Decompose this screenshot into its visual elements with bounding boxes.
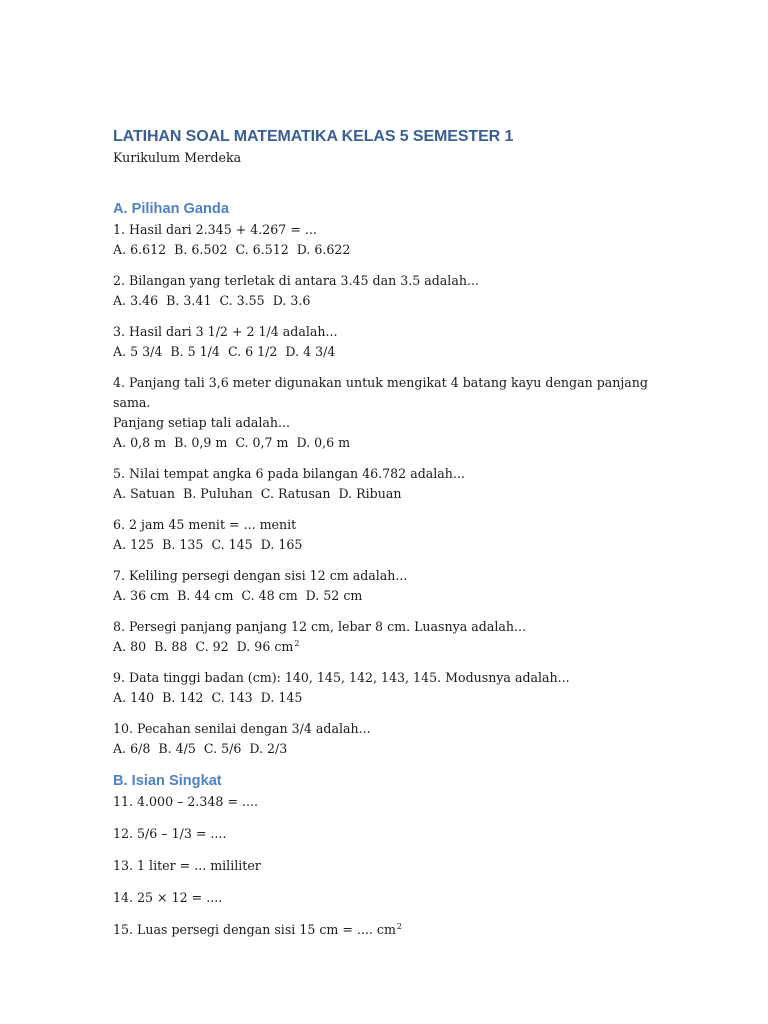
question-text-continued: Panjang setiap tali adalah... xyxy=(113,415,291,430)
question-options: A. 6/8 B. 4/5 C. 5/6 D. 2/3 xyxy=(113,741,288,756)
question-12 xyxy=(113,824,673,844)
document-body xyxy=(113,126,673,952)
question-options: A. 3.46 B. 3.41 C. 3.55 D. 3.6 xyxy=(113,293,311,308)
question-15 xyxy=(113,920,673,940)
question-options: A. 125 B. 135 C. 145 D. 165 xyxy=(113,537,303,552)
unit-exponent: 2 xyxy=(294,639,300,648)
question-8 xyxy=(113,617,673,657)
question-options-line xyxy=(113,637,673,657)
question-text: 4. Panjang tali 3,6 meter digunakan untuk mengikat 4 batang kayu dengan panjang sama. xyxy=(113,375,648,410)
question-options: A. 36 cm B. 44 cm C. 48 cm D. 52 cm xyxy=(113,588,363,603)
question-13 xyxy=(113,856,673,876)
question-3 xyxy=(113,322,673,362)
question-text: 15. Luas persegi dengan sisi 15 cm = .... cm xyxy=(113,922,396,937)
question-options: A. Satuan B. Puluhan C. Ratusan D. Ribuan xyxy=(113,486,402,501)
question-text: 3. Hasil dari 3 1/2 + 2 1/4 adalah... xyxy=(113,324,338,339)
question-text: 10. Pecahan senilai dengan 3/4 adalah... xyxy=(113,721,371,736)
question-6 xyxy=(113,515,673,555)
question-text: 1. Hasil dari 2.345 + 4.267 = ... xyxy=(113,222,317,237)
question-options: A. 140 B. 142 C. 143 D. 145 xyxy=(113,690,303,705)
question-9 xyxy=(113,668,673,708)
question-11 xyxy=(113,792,673,812)
question-text-line xyxy=(113,920,673,940)
question-text: 12. 5/6 – 1/3 = .... xyxy=(113,826,227,841)
question-text: 2. Bilangan yang terletak di antara 3.45 dan 3.5 adalah... xyxy=(113,273,479,288)
unit-exponent: 2 xyxy=(396,922,403,931)
question-text: 5. Nilai tempat angka 6 pada bilangan 46.782 adalah... xyxy=(113,466,465,481)
question-text: 7. Keliling persegi dengan sisi 12 cm adalah... xyxy=(113,568,408,583)
document-subtitle: Kurikulum Merdeka xyxy=(113,150,242,165)
question-7 xyxy=(113,566,673,606)
question-5 xyxy=(113,464,673,504)
question-text: 13. 1 liter = ... mililiter xyxy=(113,858,261,873)
question-options: A. 6.612 B. 6.502 C. 6.512 D. 6.622 xyxy=(113,242,351,257)
question-2 xyxy=(113,271,673,311)
question-options: A. 0,8 m B. 0,9 m C. 0,7 m D. 0,6 m xyxy=(113,435,351,450)
question-text: 14. 25 × 12 = .... xyxy=(113,890,223,905)
question-1 xyxy=(113,220,673,260)
question-text: 8. Persegi panjang panjang 12 cm, lebar 8 cm. Luasnya adalah... xyxy=(113,619,526,634)
question-14 xyxy=(113,888,673,908)
document-title: LATIHAN SOAL MATEMATIKA KELAS 5 SEMESTER 1 xyxy=(113,128,514,145)
question-options: A. 80 B. 88 C. 92 D. 96 cm xyxy=(113,639,294,654)
section-heading-short-answer: B. Isian Singkat xyxy=(113,773,222,789)
question-10 xyxy=(113,719,673,759)
question-text: 9. Data tinggi badan (cm): 140, 145, 142, 143, 145. Modusnya adalah... xyxy=(113,670,570,685)
question-text: 6. 2 jam 45 menit = ... menit xyxy=(113,517,297,532)
section-heading-multiple-choice: A. Pilihan Ganda xyxy=(113,201,229,217)
question-text: 11. 4.000 – 2.348 = .... xyxy=(113,794,259,809)
question-4 xyxy=(113,373,673,453)
question-options: A. 5 3/4 B. 5 1/4 C. 6 1/2 D. 4 3/4 xyxy=(113,344,336,359)
